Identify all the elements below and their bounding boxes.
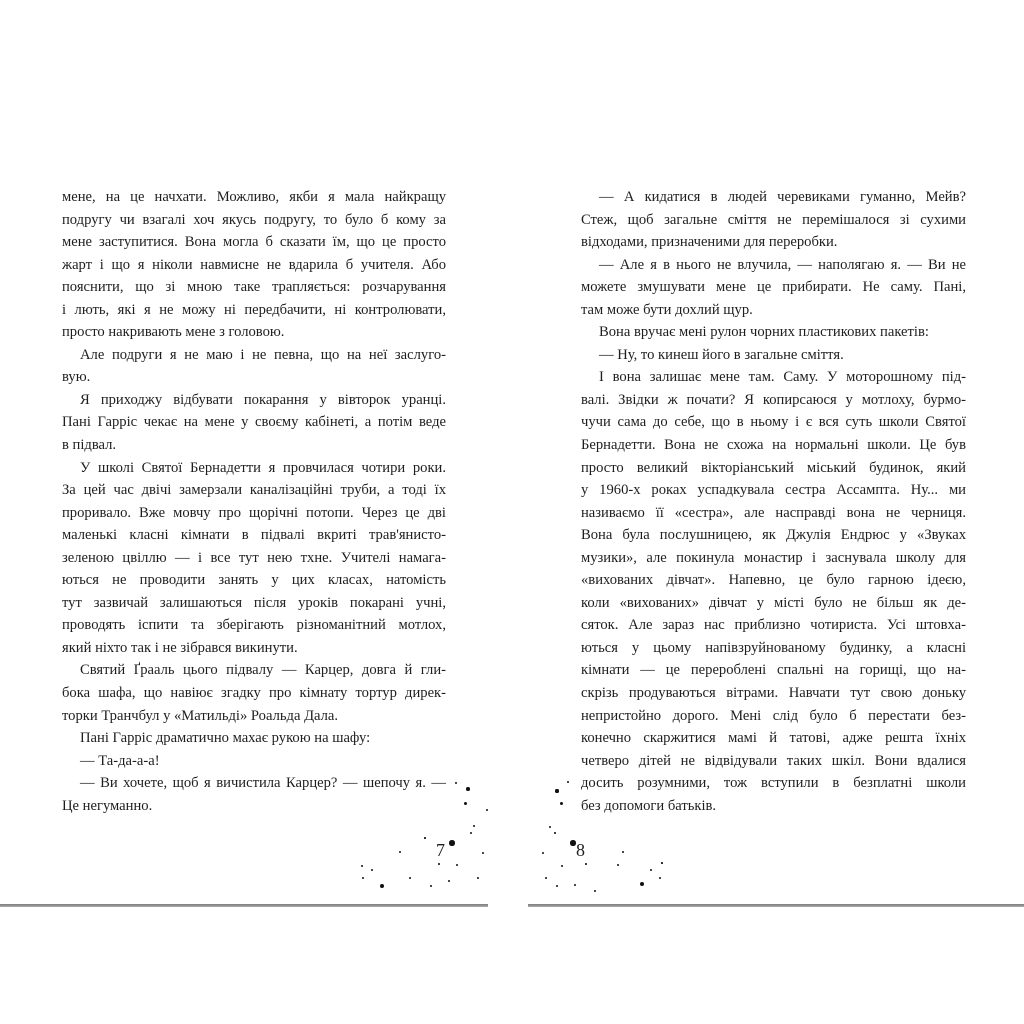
text-line: жарт і що я ніколи навмисне не вдарила б учителя. Або [62, 256, 446, 273]
text-line: У школі Святої Бернадетти я провчилася чотири роки. [80, 459, 446, 476]
text-line: Я приходжу відбувати покарання у вівторок уранці. [80, 391, 446, 408]
text-line: — Але я в нього не влучила, — наполягаю я. — Ви не [599, 256, 966, 273]
text-line: непристойно дорого. Мені слід було б перестати без- [581, 707, 966, 724]
ink-dot [570, 840, 575, 845]
ink-dot [622, 851, 624, 853]
ink-dot [448, 880, 450, 882]
text-line: коли «вихованих» дівчат у місті було не більш як де- [581, 594, 966, 611]
page-number-left: 7 [436, 840, 445, 860]
page-number-right: 8 [576, 840, 585, 860]
text-line: скрізь продуваються вітрами. Навчати тут свою доньку [581, 685, 966, 702]
text-line: музики», але покинула монастир і заснувала школу для [581, 549, 966, 566]
text-line: конечно скаржитися мамі й татові, адже решта їхніх [581, 730, 966, 747]
ink-dot [574, 884, 576, 886]
ink-dot [482, 852, 484, 854]
text-line: бока шафа, що навіює згадку про кімнату тортур дирек- [62, 685, 446, 702]
text-line: ються не проводити занять у цих класах, натомість [62, 572, 446, 589]
text-line: називаємо її «сестра», але насправді вона не черниця. [581, 504, 966, 521]
ink-dot [464, 802, 467, 805]
text-line: Це негуманно. [62, 797, 153, 814]
text-line: проривало. Вже мовчу про щорічні потопи. Через це дві [62, 504, 446, 521]
text-line: просто великий вікторіанський міський будинок, який [581, 459, 966, 476]
page-bottom-edge-right [528, 904, 1024, 907]
ink-dot [650, 869, 652, 871]
ink-dot [542, 852, 544, 854]
text-line: відходами, призначеними для переробки. [581, 234, 838, 251]
text-line: валі. Звідки ж почати? Я копирсаюся у мотлоху, бурмо- [581, 391, 966, 408]
text-line: в підвал. [62, 437, 117, 454]
ink-dot [555, 789, 558, 792]
text-line: який ніхто так і не зібрався викинути. [62, 639, 298, 656]
text-line: мене заступитися. Вона могла б сказати їм, що це просто [62, 234, 446, 251]
text-line: — Та-да-а-а! [80, 752, 160, 769]
text-line: кімнати — це перероблені спальні на горищі, що на- [581, 662, 966, 679]
ink-dot [449, 840, 454, 845]
ink-dot [371, 869, 373, 871]
ink-dot [438, 863, 440, 865]
text-line: Вона була послушницею, як Джулія Ендрюс у «Звуках [581, 527, 966, 544]
ink-dot [554, 832, 556, 834]
text-line: проводять іспити та зберігають різноманітний мотлох, [62, 617, 446, 634]
page-right-text [581, 186, 966, 817]
text-line: можете змушувати мене це прибирати. Не саму. Пані, [581, 279, 966, 296]
text-line: — А кидатися в людей черевиками гуманно, Мейв? [599, 189, 966, 205]
text-line: у 1960-х роках успадкувала сестра Ассампта. Ну... ми [581, 482, 966, 499]
text-line: торки Транчбул у «Матильді» Роальда Дала. [62, 707, 339, 724]
text-line: Святий Ґрааль цього підвалу — Карцер, довга й гли- [80, 662, 446, 679]
page-left-text [62, 186, 446, 817]
text-line: мене, на це начхати. Можливо, якби я мала найкращу [62, 189, 446, 205]
text-line: — Ну, то кинеш його в загальне сміття. [599, 346, 844, 363]
ink-dot [424, 837, 426, 839]
ink-dot [661, 862, 663, 864]
text-line: досить розумними, тож вступили в безплатні школи [581, 775, 966, 792]
text-line: Стеж, щоб загальне сміття не перемішалося зі сухими [581, 211, 966, 228]
text-line: — Ви хочете, щоб я вичистила Карцер? — шепочу я. — [80, 775, 446, 792]
ink-dot [594, 890, 596, 892]
text-line: зеленою цвіллю — і все тут нею тхне. Учителі намага- [62, 549, 446, 566]
text-line: Вона вручає мені рулон чорних пластикових пакетів: [599, 324, 929, 341]
page-bottom-edge-left [0, 904, 488, 907]
text-line: тут зазвичай залишаються після уроків покарані учні, [62, 594, 446, 611]
text-line: пояснити, що зі мною таке трапляється: розчарування [62, 279, 446, 296]
text-line: чучи сама до себе, що в ньому і є вся суть школи Святої [581, 414, 966, 431]
text-line: четверо дітей не відвідували таких шкіл. Вони вдалися [581, 752, 966, 769]
text-line: «вихованих дівчат». Напевно, це було гарною ідеєю, [581, 572, 966, 589]
ink-dot [585, 863, 587, 865]
page-right[interactable] [528, 117, 1024, 904]
text-line: подругу чи взагалі хоч якусь подругу, то було б кому за [62, 211, 446, 228]
ink-dot [399, 851, 401, 853]
text-line: Бернадетти. Вона не схожа на нормальні школи. Це був [581, 437, 966, 454]
text-line: вую. [62, 369, 91, 386]
text-line: сяток. Але зараз нас приблизно чотириста. Усі штовха- [581, 617, 966, 634]
text-line: Але подруги я не маю і не певна, що на неї заслуго- [80, 346, 446, 363]
ink-dot [466, 787, 470, 791]
page-left[interactable] [0, 117, 488, 904]
text-line: без допомоги батьків. [581, 797, 717, 814]
text-line: ються у цьому напівзруйнованому будинку, а класні [581, 639, 966, 656]
text-line: там може бути дохлий щур. [581, 301, 753, 318]
text-line: І вона залишає мене там. Саму. У моторошному під- [599, 369, 966, 386]
ink-dot [560, 802, 563, 805]
text-line: просто накривають мене з головою. [62, 324, 285, 341]
text-line: Пані Гарріс чекає на мене у своєму кабінеті, а потім веде [62, 414, 446, 431]
text-line: і лють, які я не можу ні передбачити, ні контролювати, [62, 301, 446, 318]
text-line: За цей час двічі замерзали каналізаційні труби, а тоді їх [62, 482, 446, 499]
text-line: маленькі класні кімнати в підвалі вкриті трав'янисто- [62, 527, 446, 544]
text-line: Пані Гарріс драматично махає рукою на шафу: [80, 730, 371, 747]
